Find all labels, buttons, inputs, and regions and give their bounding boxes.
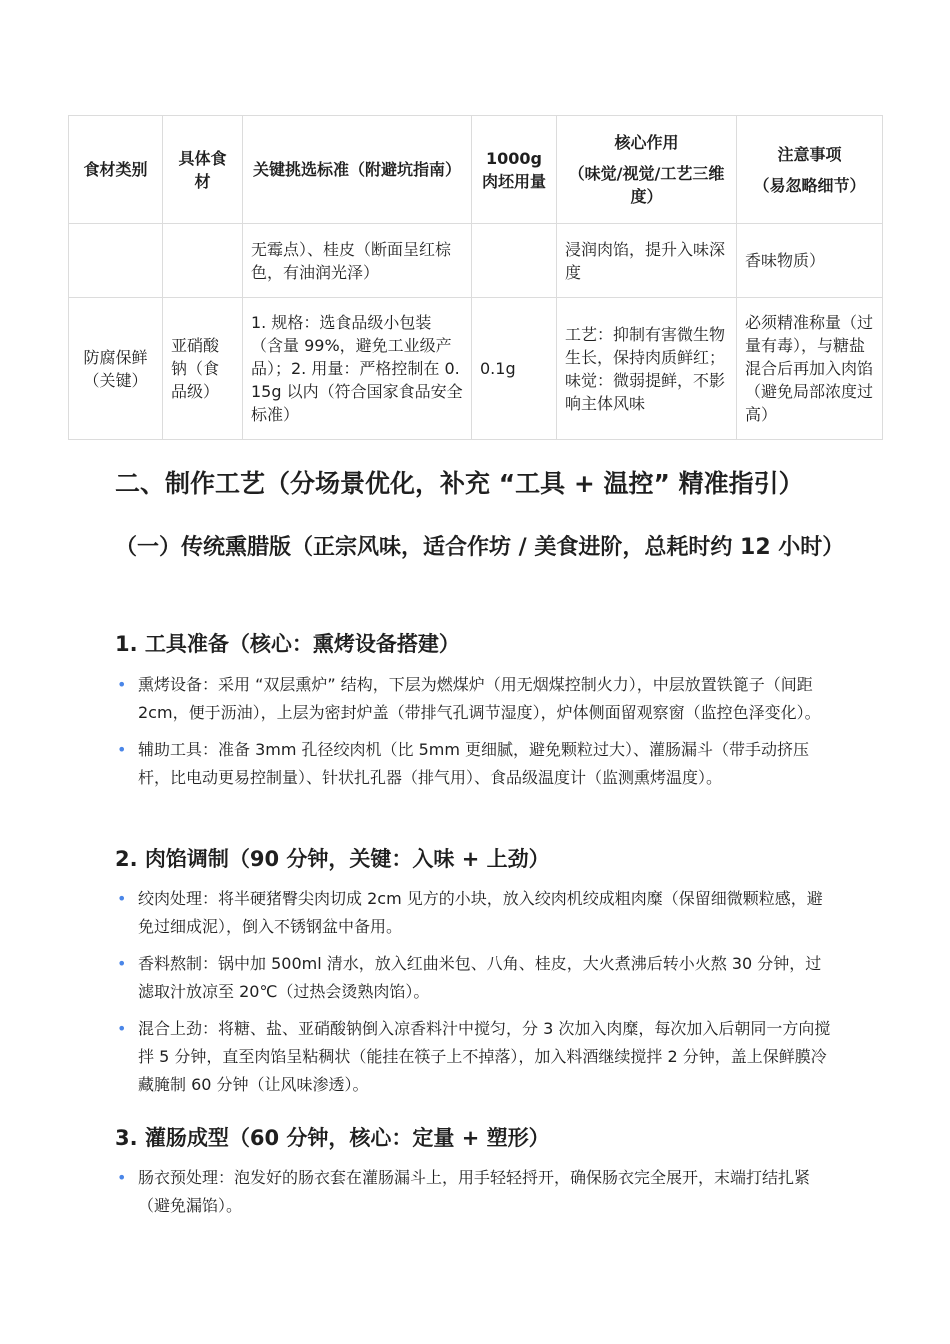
step-list: [115, 671, 835, 801]
table-cell: 浸润肉馅，提升入味深度: [557, 224, 737, 298]
header-cell: 关键挑选标准（附避坑指南）: [243, 116, 472, 224]
list-item: [115, 885, 835, 941]
table-cell: 亚硝酸钠（食品级）: [163, 298, 243, 440]
bullet-icon: •: [117, 675, 127, 694]
table-cell: 必须精准称量（过量有毒），与糖盐混合后再加入肉馅（避免局部浓度过高）: [737, 298, 883, 440]
list-item-text: 辅助工具：准备 3mm 孔径绞肉机（比 5mm 更细腻，避免颗粒过大）、灌肠漏斗（带手动挤压杆，比电动更易控制量）、针状扎孔器（排气用）、食品级温度计（监测熏烤温度）。: [138, 740, 810, 787]
step-title: 3. 灌肠成型（60 分钟，核心：定量 + 塑形）: [115, 1126, 550, 1150]
list-item: [115, 1015, 835, 1099]
bullet-icon: •: [117, 1019, 127, 1038]
table-cell: [472, 224, 557, 298]
step-title: 1. 工具准备（核心：熏烤设备搭建）: [115, 632, 460, 656]
table-cell: 1. 规格：选食品级小包装（含量 99%，避免工业级产品）；2. 用量：严格控制在 0.15g 以内（符合国家食品安全标准）: [243, 298, 472, 440]
table-row: [69, 298, 883, 440]
list-item-text: 香料熬制：锅中加 500ml 清水，放入红曲米包、八角、桂皮，大火煮沸后转小火熬 30 分钟，过滤取汁放凉至 20℃（过热会烫熟肉馅）。: [138, 954, 822, 1001]
step-title: 2. 肉馅调制（90 分钟，关键：入味 + 上劲）: [115, 847, 550, 871]
list-item-text: 绞肉处理：将半硬猪臀尖肉切成 2cm 见方的小块，放入绞肉机绞成粗肉糜（保留细微颗粒感，避免过细成泥），倒入不锈钢盆中备用。: [138, 889, 823, 936]
table-row: [69, 224, 883, 298]
table-cell: 香味物质）: [737, 224, 883, 298]
section-title: 二、制作工艺（分场景优化，补充 “工具 + 温控” 精准指引）: [115, 469, 804, 498]
bullet-icon: •: [117, 740, 127, 759]
list-item-text: 肠衣预处理：泡发好的肠衣套在灌肠漏斗上，用手轻轻捋开，确保肠衣完全展开，末端打结扎紧（避免漏馅）。: [138, 1168, 811, 1215]
list-item-text: 熏烤设备：采用 “双层熏炉” 结构，下层为燃煤炉（用无烟煤控制火力），中层放置铁篦子（间距 2cm，便于沥油），上层为密封炉盖（带排气孔调节湿度），炉体侧面留观察窗（监控色泽变化）。: [138, 675, 821, 722]
table-cell: [69, 224, 163, 298]
bullet-icon: •: [117, 889, 127, 908]
header-cell: [557, 116, 737, 224]
table-cell: 防腐保鲜（关键）: [69, 298, 163, 440]
bullet-icon: •: [117, 1168, 127, 1187]
list-item-text: 混合上劲：将糖、盐、亚硝酸钠倒入凉香料汁中搅匀，分 3 次加入肉糜，每次加入后朝同一方向搅拌 5 分钟，直至肉馅呈粘稠状（能挂在筷子上不掉落），加入料酒继续搅拌 2 分钟，盖上保鲜膜冷藏腌制 60 分钟（让风味渗透）。: [138, 1019, 831, 1094]
step-list: [115, 885, 835, 1108]
table-cell: [163, 224, 243, 298]
subsection-title: （一）传统熏腊版（正宗风味，适合作坊 / 美食进阶，总耗时约 12 小时）: [115, 535, 845, 560]
header-cell: 1000g肉坯用量: [472, 116, 557, 224]
header-main: 注意事项: [777, 144, 842, 164]
table-header-row: [69, 116, 883, 224]
ingredient-table: [68, 115, 883, 440]
header-sub: （易忽略细节）: [753, 175, 866, 195]
table-cell: 0.1g: [472, 298, 557, 440]
header-cell: 具体食材: [163, 116, 243, 224]
list-item: [115, 1164, 835, 1220]
step-list: [115, 1164, 835, 1229]
list-item: [115, 671, 835, 727]
table-cell: 无霉点）、桂皮（断面呈红棕色，有油润光泽）: [243, 224, 472, 298]
header-sub: （味觉/视觉/工艺三维度）: [568, 164, 725, 206]
table-cell: 工艺：抑制有害微生物生长，保持肉质鲜红；味觉：微弱提鲜，不影响主体风味: [557, 298, 737, 440]
bullet-icon: •: [117, 954, 127, 973]
header-cell: [737, 116, 883, 224]
header-cell: 食材类别: [69, 116, 163, 224]
list-item: [115, 950, 835, 1006]
list-item: [115, 736, 835, 792]
header-main: 核心作用: [614, 133, 679, 152]
